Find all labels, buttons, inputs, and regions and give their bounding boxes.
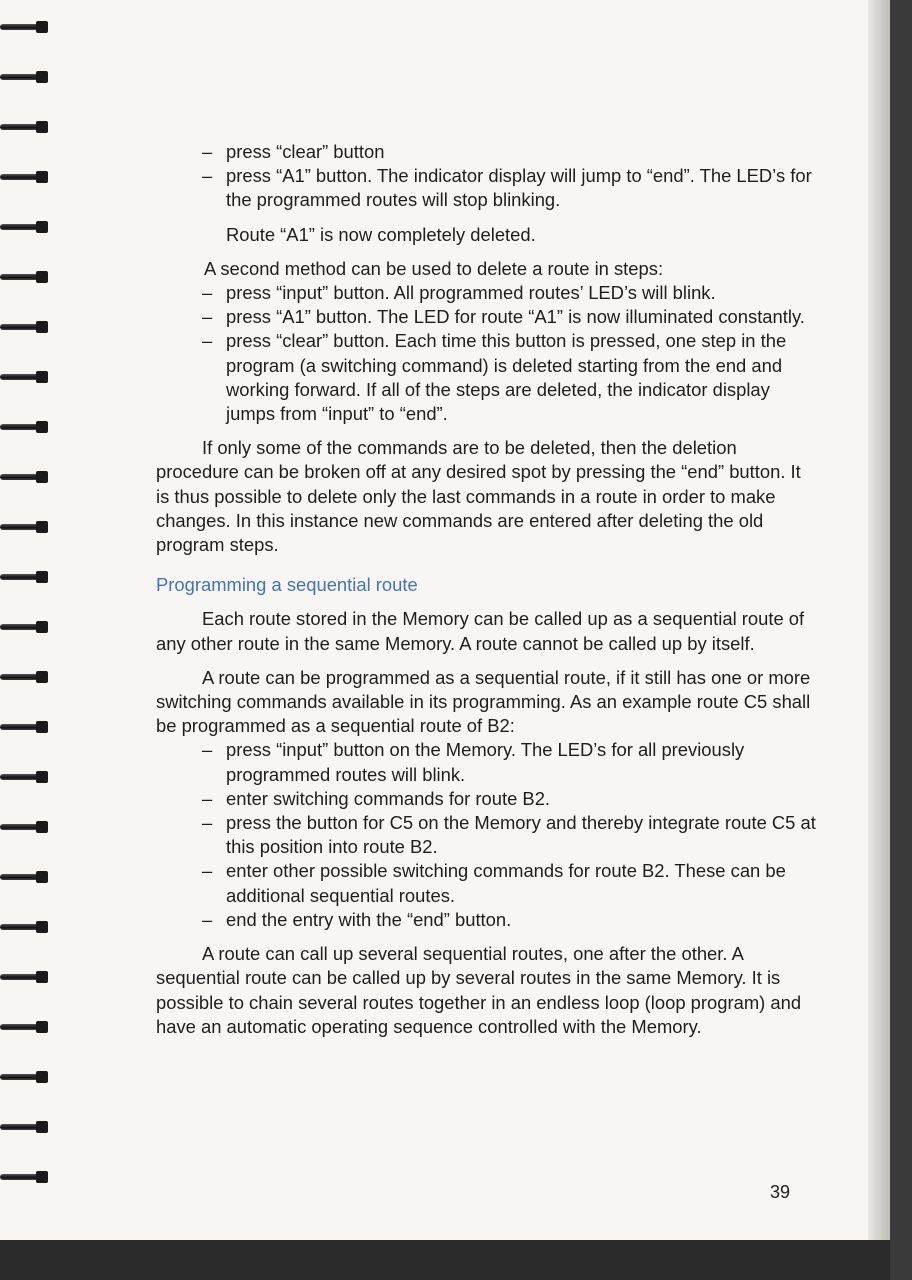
- spiral-coil: [0, 320, 52, 334]
- dash-marker: –: [202, 330, 213, 352]
- punch-hole: [36, 671, 48, 683]
- punch-hole: [36, 421, 48, 433]
- spiral-binding: [0, 20, 60, 1220]
- spacer: [156, 557, 816, 573]
- dash-marker: –: [202, 141, 213, 162]
- spiral-coil: [0, 420, 52, 434]
- bullet-item: [156, 305, 816, 329]
- coil-wire: [0, 974, 40, 980]
- background-surface: [0, 1240, 890, 1280]
- spiral-coil: [0, 820, 52, 834]
- coil-wire: [0, 424, 40, 430]
- spiral-coil: [0, 520, 52, 534]
- spacer: [156, 426, 816, 436]
- bullet-item: [156, 281, 816, 305]
- spiral-coil: [0, 120, 52, 134]
- coil-wire: [0, 274, 40, 280]
- bullet-item: [156, 859, 816, 907]
- bullet-text: enter switching commands for route B2.: [226, 787, 551, 809]
- spiral-coil: [0, 220, 52, 234]
- dash-marker: –: [202, 306, 213, 328]
- bullet-text: end the entry with the “end” button.: [226, 908, 512, 930]
- paragraph: A route can call up several sequential routes, one after the other. A sequential route can be called up by several routes in the same Memory. It is possible to chain several routes together in an endless loop (loop program) and have an automatic operating sequence controlled with the Memory.: [156, 943, 802, 1037]
- bullet-text: press “input” button. All programmed routes’ LED’s will blink.: [226, 282, 716, 304]
- note-line: Route “A1” is now completely deleted.: [226, 223, 536, 245]
- punch-hole: [36, 321, 48, 333]
- punch-hole: [36, 1071, 48, 1083]
- coil-wire: [0, 1174, 40, 1180]
- spiral-coil: [0, 770, 52, 784]
- coil-wire: [0, 374, 40, 380]
- paragraph: If only some of the commands are to be deleted, then the deletion procedure can be broken off at any desired spot by pressing the “end” button. It is thus possible to delete only the last commands in a route in order to make changes. In this instance new commands are entered after deleting the old program steps.: [156, 437, 801, 556]
- coil-wire: [0, 474, 40, 480]
- spiral-coil: [0, 1170, 52, 1184]
- spiral-coil: [0, 470, 52, 484]
- punch-hole: [36, 771, 48, 783]
- punch-hole: [36, 71, 48, 83]
- spiral-coil: [0, 370, 52, 384]
- punch-hole: [36, 521, 48, 533]
- paragraph: Each route stored in the Memory can be called up as a sequential route of any other route in the same Memory. A route cannot be called up by itself.: [156, 608, 805, 654]
- punch-hole: [36, 21, 48, 33]
- spiral-coil: [0, 720, 52, 734]
- punch-hole: [36, 971, 48, 983]
- spiral-coil: [0, 620, 52, 634]
- punch-hole: [36, 871, 48, 883]
- coil-wire: [0, 174, 40, 180]
- spiral-coil: [0, 670, 52, 684]
- punch-hole: [36, 921, 48, 933]
- coil-wire: [0, 774, 40, 780]
- page-body: [156, 140, 816, 1039]
- dash-marker: –: [202, 812, 213, 834]
- punch-hole: [36, 471, 48, 483]
- punch-hole: [36, 371, 48, 383]
- spiral-coil: [0, 920, 52, 934]
- punch-hole: [36, 821, 48, 833]
- spacer: [156, 597, 816, 607]
- coil-wire: [0, 524, 40, 530]
- spiral-coil: [0, 570, 52, 584]
- coil-wire: [0, 1074, 40, 1080]
- coil-wire: [0, 74, 40, 80]
- spacer: [156, 656, 816, 666]
- page-number: 39: [770, 1182, 791, 1202]
- bullet-text: press “A1” button. The indicator display will jump to “end”. The LED’s for the programmed routes will stop blinking.: [226, 165, 812, 211]
- punch-hole: [36, 621, 48, 633]
- punch-hole: [36, 1121, 48, 1133]
- coil-wire: [0, 724, 40, 730]
- coil-wire: [0, 574, 40, 580]
- spacer: [156, 932, 816, 942]
- coil-wire: [0, 224, 40, 230]
- section-heading: Programming a sequential route: [156, 574, 418, 596]
- spiral-coil: [0, 20, 52, 34]
- bullet-text: press “clear” button. Each time this button is pressed, one step in the program (a switching command) is deleted starting from the end and working forward. If all of the steps are deleted, the indicator display jumps from “input” to “end”.: [226, 330, 787, 425]
- bullet-item: [156, 329, 816, 426]
- spiral-coil: [0, 1070, 52, 1084]
- dash-marker: –: [202, 739, 213, 761]
- punch-hole: [36, 571, 48, 583]
- dash-marker: –: [202, 860, 213, 882]
- spacer: [156, 247, 816, 257]
- coil-wire: [0, 674, 40, 680]
- punch-hole: [36, 1171, 48, 1183]
- punch-hole: [36, 1021, 48, 1033]
- spiral-coil: [0, 870, 52, 884]
- bullet-text: press “clear” button: [226, 141, 385, 162]
- coil-wire: [0, 924, 40, 930]
- bullet-text: press the button for C5 on the Memory and thereby integrate route C5 at this position into route B2.: [226, 812, 816, 858]
- spiral-coil: [0, 170, 52, 184]
- bullet-item: [156, 811, 816, 859]
- bullet-item: [156, 164, 816, 212]
- bullet-text: press “input” button on the Memory. The LED’s for all previously programmed routes will blink.: [226, 739, 745, 785]
- intro-line: A second method can be used to delete a route in steps:: [204, 257, 664, 279]
- spiral-coil: [0, 1020, 52, 1034]
- page-stack-edge: [868, 0, 890, 1240]
- coil-wire: [0, 824, 40, 830]
- bullet-text: press “A1” button. The LED for route “A1” is now illuminated constantly.: [226, 306, 805, 328]
- coil-wire: [0, 624, 40, 630]
- spacer: [156, 213, 816, 223]
- bullet-text: enter other possible switching commands for route B2. These can be additional sequential routes.: [226, 860, 786, 906]
- spiral-coil: [0, 970, 52, 984]
- bullet-item: [156, 140, 816, 164]
- coil-wire: [0, 124, 40, 130]
- punch-hole: [36, 721, 48, 733]
- punch-hole: [36, 171, 48, 183]
- dash-marker: –: [202, 282, 213, 304]
- punch-hole: [36, 271, 48, 283]
- coil-wire: [0, 874, 40, 880]
- coil-wire: [0, 24, 40, 30]
- punch-hole: [36, 121, 48, 133]
- spiral-coil: [0, 70, 52, 84]
- coil-wire: [0, 324, 40, 330]
- dash-marker: –: [202, 908, 213, 930]
- coil-wire: [0, 1124, 40, 1130]
- spiral-coil: [0, 1120, 52, 1134]
- dash-marker: –: [202, 787, 213, 809]
- bullet-item: [156, 908, 816, 932]
- punch-hole: [36, 221, 48, 233]
- coil-wire: [0, 1024, 40, 1030]
- bullet-item: [156, 738, 816, 786]
- spiral-coil: [0, 270, 52, 284]
- dash-marker: –: [202, 165, 213, 187]
- paragraph: A route can be programmed as a sequential route, if it still has one or more switching commands available in its programming. As an example route C5 shall be programmed as a sequential route of B2:: [156, 666, 811, 737]
- bullet-item: [156, 787, 816, 811]
